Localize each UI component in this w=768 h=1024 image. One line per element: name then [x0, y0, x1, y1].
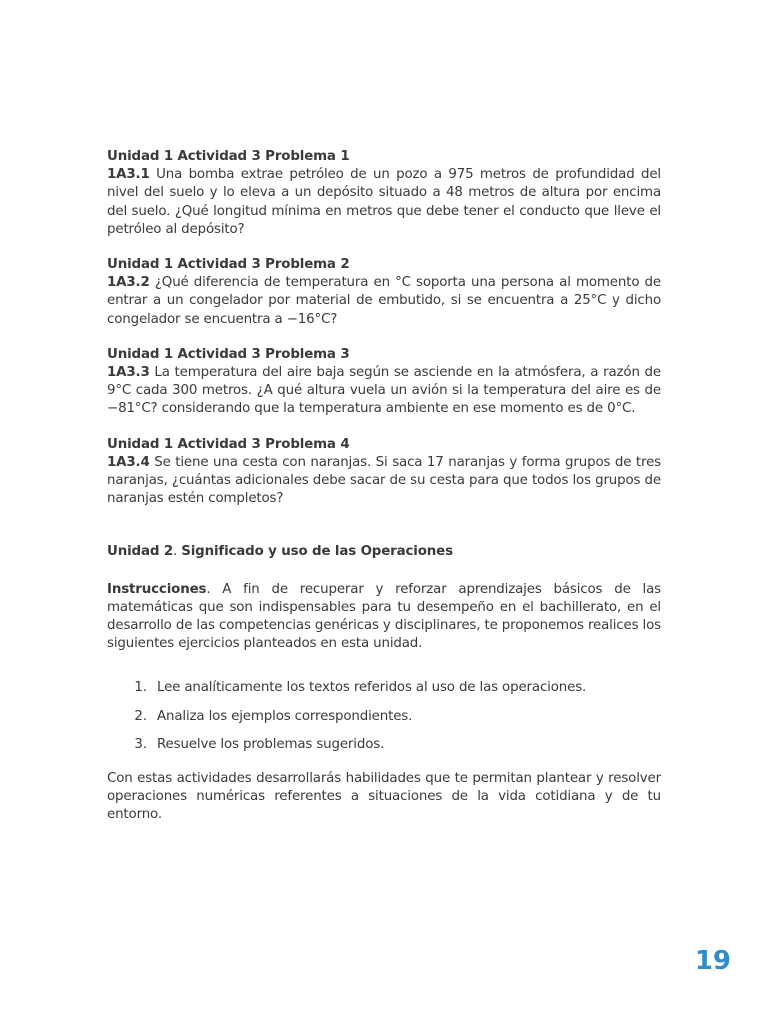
page-content — [107, 148, 661, 825]
instructions-label: Instrucciones — [107, 581, 207, 597]
problem-heading: Unidad 1 Actividad 3 Problema 3 — [107, 346, 350, 362]
unit-heading-title: Significado y uso de las Operaciones — [181, 544, 453, 560]
list-item: 2. Analiza los ejemplos correspondientes. — [151, 708, 661, 726]
problem-body: Se tiene una cesta con naranjas. Si saca 17 naranjas y forma grupos de tres naranjas, ¿cuántas adicionales debe sacar de su cesta para que todos los grupos de naranjas estén completos? — [107, 454, 661, 507]
unit-heading-separator: . — [172, 544, 182, 560]
problem-body: Una bomba extrae petróleo de un pozo a 975 metros de profundidad del nivel del suelo y lo eleva a un depósito situado a 48 metros de altura por encima del suelo. ¿Qué longitud mínima en metros que debe tener el conducto que lleve el petróleo al depósito? — [107, 167, 661, 237]
problem-code: 1A3.2 — [107, 275, 150, 291]
list-item: 3. Resuelve los problemas sugeridos. — [151, 736, 661, 754]
problem-text — [107, 166, 661, 239]
closing-paragraph: Con estas actividades desarrollarás habilidades que te permitan plantear y resolver operaciones numéricas referentes a situaciones de la vida cotidiana y de tu entorno. — [107, 771, 661, 823]
problem-heading: Unidad 1 Actividad 3 Problema 4 — [107, 436, 350, 452]
problem-4 — [107, 436, 661, 509]
problem-code: 1A3.4 — [107, 454, 150, 470]
steps-list — [107, 679, 661, 754]
problem-body: ¿Qué diferencia de temperatura en °C soporta una persona al momento de entrar a un congelador por material de embutido, si se encuentra a 25°C y dicho congelador se encuentra a −16°C? — [107, 275, 661, 327]
problem-code: 1A3.1 — [107, 167, 150, 183]
problem-heading: Unidad 1 Actividad 3 Problema 2 — [107, 257, 350, 273]
problem-body: La temperatura del aire baja según se asciende en la atmósfera, a razón de 9°C cada 300 metros. ¿A qué altura vuela un avión si la temperatura del aire es de −81°C? considerando que la temperatura ambiente en ese momento es de 0°C. — [107, 365, 661, 417]
problem-code: 1A3.3 — [107, 365, 150, 381]
problem-text — [107, 364, 661, 419]
instructions-paragraph — [107, 581, 661, 654]
problem-1 — [107, 148, 661, 239]
page-number: 19 — [694, 946, 731, 976]
unit-2-heading — [107, 543, 661, 561]
instructions-text: . A fin de recuperar y reforzar aprendizajes básicos de las matemáticas que son indispensables para tu desempeño en el bachillerato, en el desarrollo de las competencias genéricas y disciplinares, te proponemos realices los siguientes ejercicios planteados en esta unidad. — [107, 581, 661, 652]
list-item: 1. Lee analíticamente los textos referidos al uso de las operaciones. — [151, 679, 661, 697]
problem-text — [107, 274, 661, 329]
problem-heading: Unidad 1 Actividad 3 Problema 1 — [107, 149, 350, 164]
problem-2 — [107, 256, 661, 329]
unit-heading-prefix: Unidad 2 — [107, 544, 173, 560]
problem-text — [107, 454, 661, 509]
problem-3 — [107, 346, 661, 419]
